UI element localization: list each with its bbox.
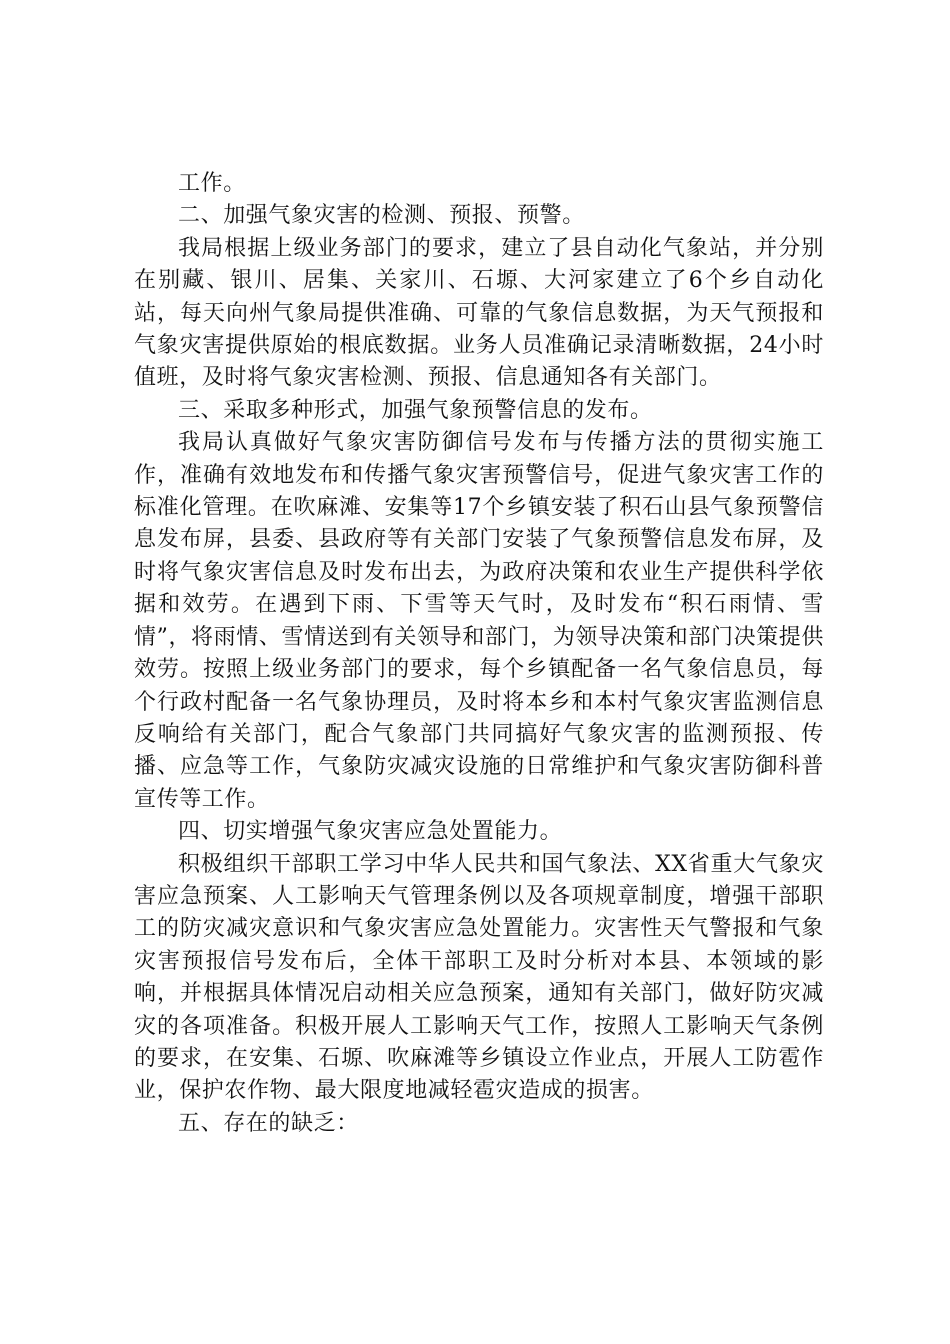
paragraph-warning-release: 我局认真做好气象灾害防御信号发布与传播方法的贯彻实施工作，准确有效地发布和传播气象灾害预警信号，促进气象灾害工作的标准化管理。在吹麻滩、安集等17个乡镇安装了积石山县气象预警信息发布屏，县委、县政府等有关部门安装了气象预警信息发布屏，及时将气象灾害信息及时发布出去，为政府决策和农业生产提供科学依据和效劳。在遇到下雨、下雪等天气时，及时发布“积石雨情、雪情”，将雨情、雪情送到有关领导和部门，为领导决策和部门决策提供效劳。按照上级业务部门的要求，每个乡镇配备一名气象信息员，每个行政村配备一名气象协理员，及时将本乡和本村气象灾害监测信息反响给有关部门，配合气象部门共同搞好气象灾害的监测预报、传播、应急等工作，气象防灾减灾设施的日常维护和气象灾害防御科普宣传等工作。 [134, 430, 824, 812]
document-page [134, 168, 824, 1140]
section-heading-4: 四、切实增强气象灾害应急处置能力。 [178, 819, 563, 845]
section-heading-3: 三、采取多种形式，加强气象预警信息的发布。 [178, 397, 653, 423]
paragraph-continuation: 工作。 [178, 171, 246, 196]
paragraph-emergency-response: 积极组织干部职工学习中华人民共和国气象法、XX省重大气象灾害应急预案、人工影响天气管理条例以及各项规章制度，增强干部职工的防灾减灾意识和气象灾害应急处置能力。灾害性天气警报和气象灾害预报信号发布后，全体干部职工及时分析对本县、本领域的影响，并根据具体情况启动相关应急预案，通知有关部门，做好防灾减灾的各项准备。积极开展人工影响天气工作，按照人工影响天气条例的要求，在安集、石塬、吹麻滩等乡镇设立作业点，开展人工防雹作业，保护农作物、最大限度地减轻雹灾造成的损害。 [134, 851, 824, 1104]
section-heading-5: 五、存在的缺乏： [178, 1110, 359, 1136]
paragraph-monitoring: 我局根据上级业务部门的要求，建立了县自动化气象站，并分别在别藏、银川、居集、关家川、石塬、大河家建立了6个乡自动化站，每天向州气象局提供准确、可靠的气象信息数据，为天气预报和气象灾害提供原始的根底数据。业务人员准确记录清晰数据，24小时值班，及时将气象灾害检测、预报、信息通知各有关部门。 [134, 235, 824, 391]
section-heading-2: 二、加强气象灾害的检测、预报、预警。 [178, 203, 585, 229]
